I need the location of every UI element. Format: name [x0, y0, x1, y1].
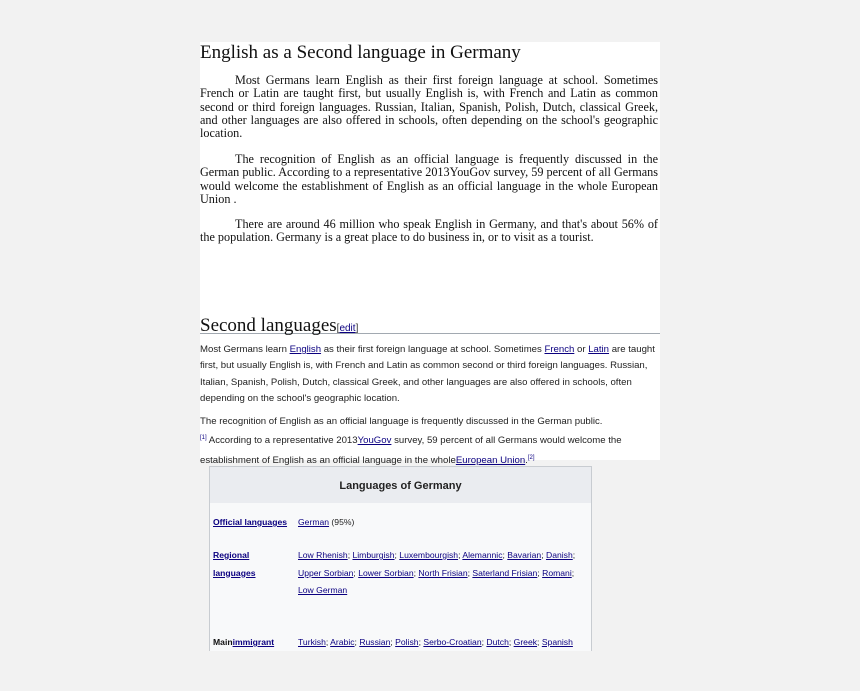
document-page — [200, 42, 660, 466]
reference-link[interactable]: [1] — [200, 435, 207, 442]
immigrant-languages-link[interactable]: immigrant — [232, 637, 275, 647]
languages-infobox — [209, 466, 592, 651]
language-link[interactable]: Serbo-Croatian — [423, 637, 482, 647]
infobox-title: Languages of Germany — [210, 467, 591, 503]
document-paragraph: The recognition of English as an official language is frequently discussed in the German public. According to a representative 2013YouGov survey, 59 percent of all Germans would welcome the establishment of English as an official language in the whole European Union . — [200, 152, 658, 206]
language-link[interactable]: Romani — [542, 567, 572, 578]
document-paragraph: There are around 46 million who speak English in Germany, and that's about 56% of the population. Germany is a great place to do business in, or to visit as a tourist. — [200, 217, 658, 245]
language-link[interactable]: Danish — [545, 550, 573, 560]
german-link[interactable]: German — [298, 517, 330, 527]
language-link[interactable]: Polish — [395, 637, 419, 647]
language-link[interactable]: Saterland Frisian — [472, 567, 538, 578]
section-heading-text: Second languages — [200, 315, 337, 336]
edit-section: [edit] — [336, 323, 359, 334]
infobox-label — [213, 514, 293, 532]
language-link[interactable]: Arabic — [330, 637, 355, 647]
link-french[interactable]: French — [544, 344, 575, 355]
edit-link[interactable]: edit — [339, 323, 356, 334]
infobox-value: Low Rhenish; Limburgish; Luxembourgish; Alemannic; Bavarian; Danish; Upper Sorbian; Lower Sorbian; North Frisian; Saterland Frisian; Romani; Low German — [298, 550, 576, 595]
language-link[interactable]: Luxembourgish — [399, 550, 459, 560]
link-latin[interactable]: Latin — [588, 344, 610, 355]
link-yougov[interactable]: YouGov — [357, 435, 392, 447]
language-link[interactable]: Spanish — [541, 637, 573, 647]
language-link[interactable]: Low Rhenish — [298, 550, 348, 560]
link-european-union[interactable]: European Union — [455, 454, 526, 466]
section-heading — [200, 311, 660, 334]
reference-link[interactable]: [2] — [527, 454, 535, 461]
infobox-value: German (95%) — [298, 517, 355, 527]
wiki-paragraph: The recognition of English as an official language is frequently discussed in the German public. [1] According to a representative 2013YouGov survey, 59 percent of all Germans would welcome the establishment of English as an official language in the wholeEuropean Union.[2] — [200, 416, 622, 466]
link-english[interactable]: English — [289, 344, 322, 355]
language-link[interactable]: Alemannic — [462, 550, 503, 560]
language-link[interactable]: Upper Sorbian — [298, 567, 354, 578]
official-languages-link[interactable]: Official languages — [213, 517, 288, 527]
document-paragraph: Most Germans learn English as their first foreign language at school. Sometimes French or Latin are taught first, but usually English is, with French and Latin as common second or third foreign languages. Russian, Italian, Spanish, Polish, Dutch, classical Greek, and other languages are also offered in schools, often depending on the school's geographic location. — [200, 73, 658, 141]
infobox-value: Turkish; Arabic; Russian; Polish; Serbo-Croatian; Dutch; Greek; Spanish — [298, 637, 573, 647]
language-link[interactable]: Low German — [298, 585, 348, 595]
language-link[interactable]: Russian — [359, 637, 391, 647]
language-link[interactable]: Limburgish — [352, 550, 395, 560]
wiki-paragraph: Most Germans learn English as their first foreign language at school. Sometimes French or Latin are taught first, but usually English is, with French and Latin as common second or third foreign languages. Russian, Italian, Spanish, Polish, Dutch, classical Greek, and other languages are also offered in schools, often depending on the school's geographic location. — [200, 344, 655, 404]
infobox-label: Mainimmigrant — [213, 637, 275, 647]
document-title: English as a Second language in Germany — [200, 42, 521, 63]
infobox-label — [213, 547, 293, 582]
language-link[interactable]: Bavarian — [507, 550, 542, 560]
language-link[interactable]: Lower Sorbian — [358, 567, 414, 578]
regional-languages-link[interactable]: Regional languages — [213, 550, 256, 578]
language-link[interactable]: Dutch — [486, 637, 509, 647]
language-link[interactable]: North Frisian — [418, 567, 468, 578]
language-link[interactable]: Turkish — [298, 637, 326, 647]
language-link[interactable]: Greek — [513, 637, 538, 647]
